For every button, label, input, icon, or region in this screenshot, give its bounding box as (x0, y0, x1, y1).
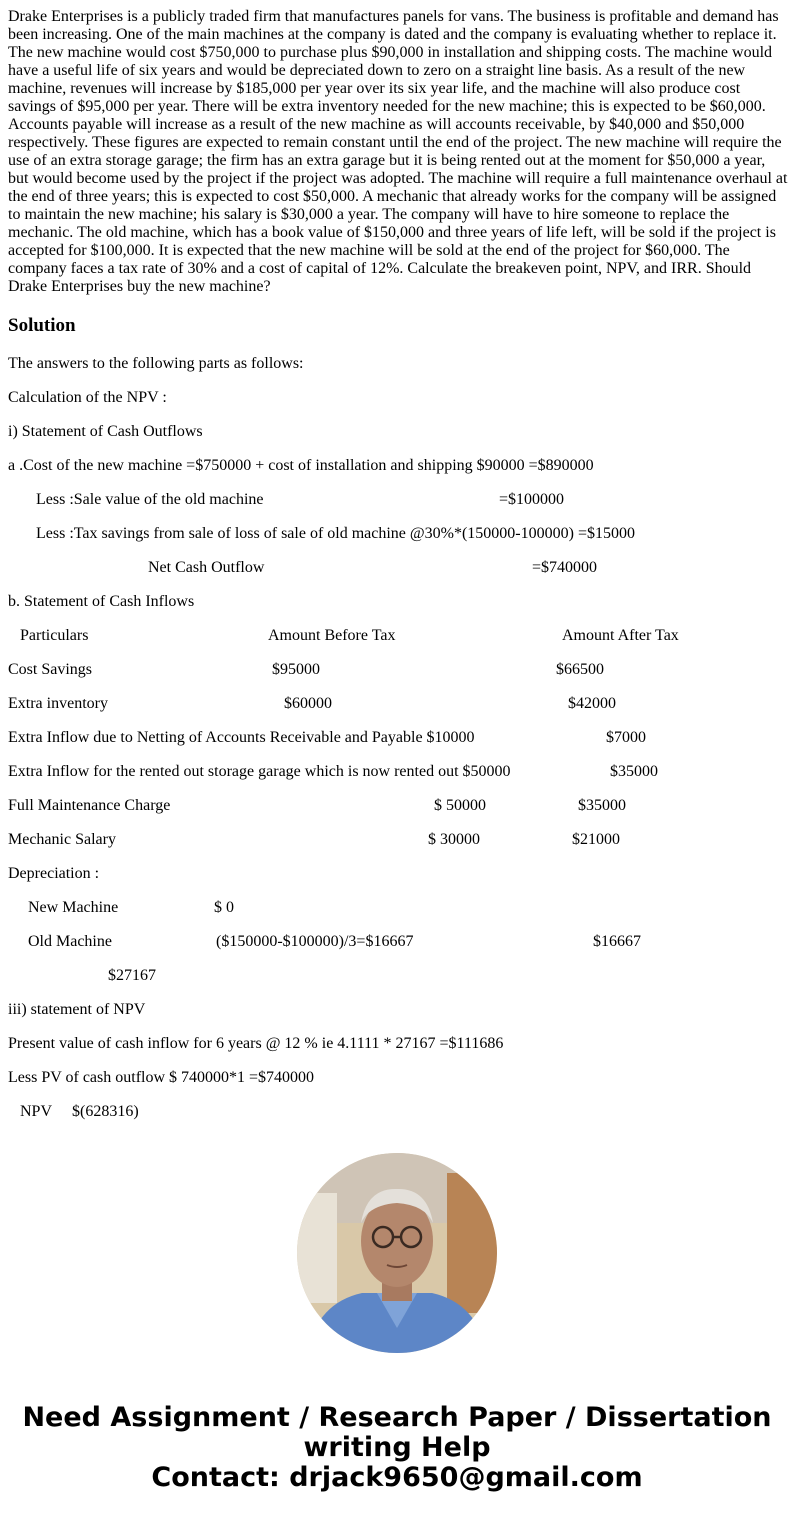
table-row-after: $35000 (578, 797, 626, 814)
table-row-label: Cost Savings (8, 661, 93, 678)
table-row-before: $ 50000 (434, 797, 486, 814)
avatar-portrait (297, 1153, 497, 1353)
intro-text: The answers to the following parts as follows: (8, 355, 304, 372)
pv-outflow: Less PV of cash outflow $ 740000*1 =$740000 (8, 1069, 315, 1086)
table-row-label: Extra Inflow due to Netting of Accounts Receivable and Payable $10000 (8, 729, 475, 746)
outflow-less-sale-value: =$100000 (499, 491, 565, 508)
solution-heading: Solution (8, 315, 76, 336)
pv-inflow: Present value of cash inflow for 6 years @ 12 % ie 4.1111 * 27167 =$111686 (8, 1035, 504, 1052)
table-row-after: $42000 (568, 695, 616, 712)
table-row-before: $95000 (272, 661, 320, 678)
table-row-after: $35000 (610, 763, 658, 780)
footer-line-2: writing Help (303, 1432, 491, 1463)
net-outflow-value: =$740000 (532, 559, 598, 576)
table-row-label: Mechanic Salary (8, 831, 116, 848)
table-row-label: Extra inventory (8, 695, 108, 712)
question-text: Drake Enterprises is a publicly traded firm that manufactures panels for vans. The business is profitable and demand has been increasing. One of the main machines at the company is dated and the company is evaluating whether to replace it. The new machine would cost $750,000 to purchase plus $90,000 in installation and shipping costs. The machine would have a useful life of six years and would be depreciated down to zero on a straight line basis. As a result of the new machine, revenues will increase by $185,000 per year over its six year life, and the machine will also produce cost savings of $95,000 per year. There will be extra inventory needed for the new machine; this is expected to be $60,000. Accounts payable will increase as a result of the new machine as will accounts receivable, by $40,000 and $50,000 respectively. These figures are expected to remain constant until the end of the project. The new machine will require the use of an extra storage garage; the firm has an extra garage but it is being rented out at the moment for $50,000 a year, but would become used by the project if the project was adopted. The machine will require a full maintenance overhaul at the end of three years; this is expected to cost $50,000. A mechanic that already works for the company will be assigned to maintain the new machine; his salary is $30,000 a year. The company will have to hire someone to replace the mechanic. The old machine, which has a book value of $150,000 and three years of life left, will be sold if the project is accepted for $100,000. It is expected that the new machine will be sold at the end of the project for $60,000. The company faces a tax rate of 30% and a cost of capital of 12%. Calculate the breakeven point, NPV, and IRR. Should Drake Enterprises buy the new machine? (8, 8, 788, 295)
npv-calc-title: Calculation of the NPV : (8, 389, 167, 406)
dep-new-label: New Machine (28, 899, 119, 916)
npv-value: $(628316) (72, 1103, 139, 1120)
table-row-after: $66500 (556, 661, 604, 678)
table-row-after: $7000 (606, 729, 646, 746)
inflows-title: b. Statement of Cash Inflows (8, 593, 195, 610)
net-outflow-label: Net Cash Outflow (148, 559, 265, 576)
dep-old-value: ($150000-$100000)/3=$16667 (216, 933, 414, 950)
total-inflow: $27167 (108, 967, 156, 984)
footer-contact: Contact: drjack9650@gmail.com (151, 1462, 643, 1493)
outflow-less-sale-label: Less :Sale value of the old machine (36, 491, 264, 508)
header-particulars: Particulars (20, 627, 89, 644)
table-row-after: $21000 (572, 831, 620, 848)
table-row-before: $ 30000 (428, 831, 480, 848)
avatar (297, 1153, 497, 1353)
outflow-less-tax: Less :Tax savings from sale of loss of sale of old machine @30%*(150000-100000) =$15000 (36, 525, 635, 542)
dep-new-value: $ 0 (214, 899, 234, 916)
footer-banner (0, 1403, 794, 1493)
outflows-title: i) Statement of Cash Outflows (8, 423, 203, 440)
table-row-label: Full Maintenance Charge (8, 797, 171, 814)
header-before-tax: Amount Before Tax (268, 627, 396, 644)
header-after-tax: Amount After Tax (562, 627, 679, 644)
table-row-label: Extra Inflow for the rented out storage garage which is now rented out $50000 (8, 763, 511, 780)
dep-old-after: $16667 (593, 933, 641, 950)
npv-title: iii) statement of NPV (8, 1001, 146, 1018)
footer-line-1: Need Assignment / Research Paper / Dissertation (22, 1402, 772, 1433)
dep-old-label: Old Machine (28, 933, 112, 950)
depreciation-title: Depreciation : (8, 865, 100, 882)
outflow-a: a .Cost of the new machine =$750000 + cost of installation and shipping $90000 =$890000 (8, 457, 594, 474)
npv-label: NPV (20, 1103, 53, 1120)
table-row-before: $60000 (284, 695, 332, 712)
